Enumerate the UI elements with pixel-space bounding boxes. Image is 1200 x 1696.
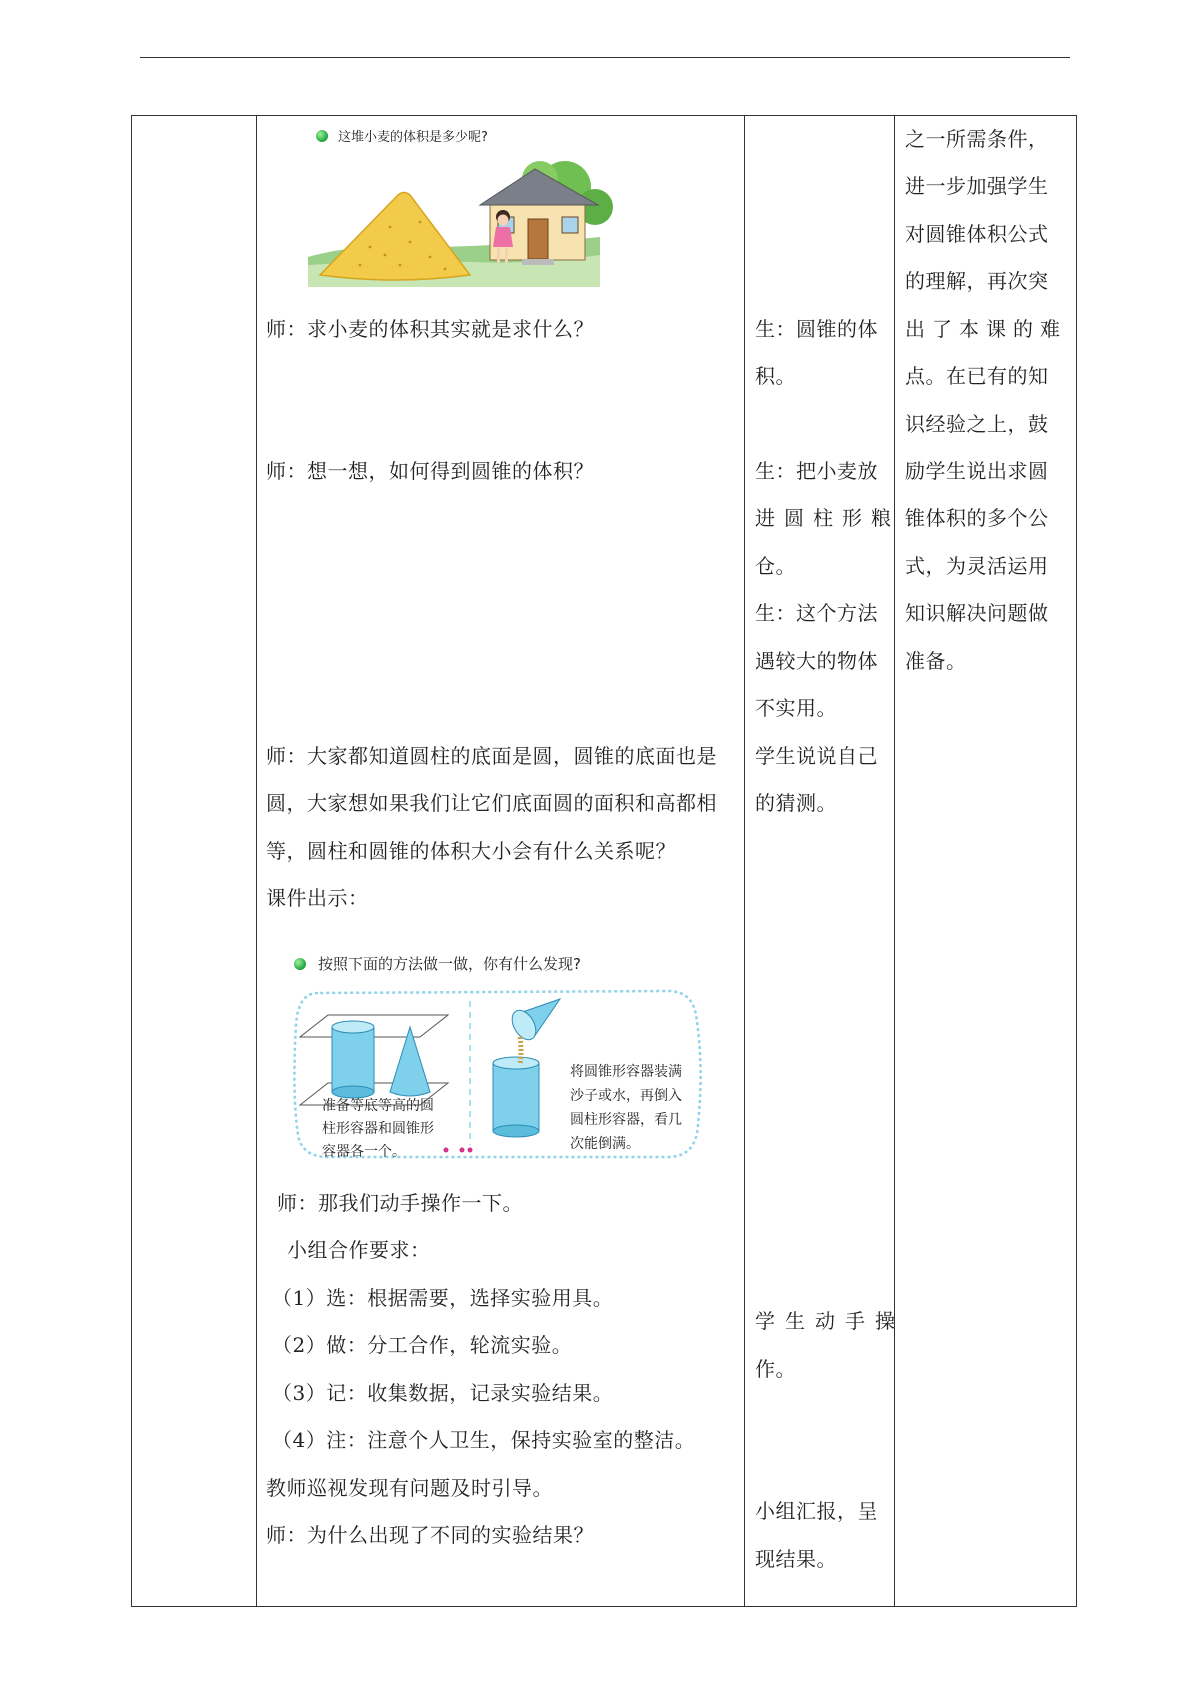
design-intent-line: 识经验之上，鼓 [905, 412, 1049, 436]
teacher-line-1: 师：求小麦的体积其实就是求什么？ [266, 317, 594, 341]
student-answer-6: 小组汇报，呈 [755, 1499, 878, 1523]
header-rule [140, 57, 1070, 58]
student-answer-2: 进圆柱形粮 [755, 506, 900, 530]
requirement-3: （3）记：收集数据，记录实验结果。 [272, 1381, 614, 1405]
requirement-2: （2）做：分工合作，轮流实验。 [272, 1333, 573, 1357]
illus2-left-line: 容器各一个。 [322, 1144, 406, 1160]
student-answer-2: 生：把小麦放 [755, 459, 878, 483]
teacher-line-6: 课件出示： [266, 886, 369, 910]
teacher-line-2: 师：想一想，如何得到圆锥的体积？ [266, 459, 594, 483]
illus2-left-text [322, 1095, 434, 1164]
student-answer-3: 不实用。 [755, 696, 837, 720]
illus2-left-line: 柱形容器和圆锥形 [322, 1121, 434, 1137]
design-intent-line: 进一步加强学生 [905, 174, 1049, 198]
design-intent-line: 点。在已有的知 [905, 364, 1049, 388]
teacher-line-5: 等，圆柱和圆锥的体积大小会有什么关系呢？ [266, 839, 676, 863]
group-requirements-title: 小组合作要求： [287, 1238, 431, 1262]
illus2-right-line: 沙子或水，再倒入 [570, 1088, 682, 1104]
design-intent-line: 的理解，再次突 [905, 269, 1049, 293]
requirement-1: （1）选：根据需要，选择实验用具。 [272, 1286, 614, 1310]
illus2-right-line: 次能倒满。 [570, 1136, 640, 1152]
wheat-house-drawing [300, 147, 620, 297]
design-intent-line: 式，为灵活运用 [905, 554, 1049, 578]
wheat-illustration [300, 122, 620, 297]
student-answer-6: 现结果。 [755, 1547, 837, 1571]
experiment-illustration [288, 950, 708, 1170]
teacher-line-7: 师：那我们动手操作一下。 [277, 1191, 523, 1215]
design-intent-line: 知识解决问题做 [905, 601, 1049, 625]
student-answer-1: 积。 [755, 364, 796, 388]
teacher-line-4: 圆，大家想如果我们让它们底面圆的面积和高都相 [266, 791, 717, 815]
illus2-left-line: 准备等底等高的圆 [322, 1098, 434, 1114]
student-answer-4: 学生说说自己 [755, 744, 878, 768]
design-intent-line: 对圆锥体积公式 [905, 222, 1049, 246]
illus2-right-line: 将圆锥形容器装满 [570, 1064, 682, 1080]
student-answer-2: 仓。 [755, 554, 796, 578]
teacher-line-14: 师：为什么出现了不同的实验结果？ [266, 1523, 594, 1547]
design-intent-line: 励学生说出求圆 [905, 459, 1049, 483]
requirement-4: （4）注：注意个人卫生，保持实验室的整洁。 [272, 1428, 696, 1452]
illus1-caption: 这堆小麦的体积是多少呢? [338, 130, 488, 145]
student-answer-5: 作。 [755, 1357, 796, 1381]
illus2-right-line: 圆柱形容器，看几 [570, 1112, 682, 1128]
illus2-caption: 按照下面的方法做一做，你有什么发现? [318, 955, 581, 973]
student-answer-3: 生：这个方法 [755, 601, 878, 625]
student-answer-1: 生：圆锥的体 [755, 317, 878, 341]
bullet-icon [294, 958, 306, 970]
design-intent-line: 出了本课的难 [905, 317, 1067, 341]
column-divider-2 [744, 115, 745, 1607]
teacher-line-13: 教师巡视发现有问题及时引导。 [266, 1476, 553, 1500]
column-divider-3 [894, 115, 895, 1607]
column-divider-1 [256, 115, 257, 1607]
teacher-line-3: 师：大家都知道圆柱的底面是圆，圆锥的底面也是 [266, 744, 717, 768]
design-intent-line: 准备。 [905, 649, 967, 673]
student-answer-4: 的猜测。 [755, 791, 837, 815]
bullet-icon [316, 130, 328, 142]
design-intent-line: 之一所需条件， [905, 127, 1049, 151]
student-answer-5: 学生动手操 [755, 1309, 905, 1333]
student-answer-3: 遇较大的物体 [755, 649, 878, 673]
illus2-right-text [570, 1060, 682, 1156]
design-intent-line: 锥体积的多个公 [905, 506, 1049, 530]
